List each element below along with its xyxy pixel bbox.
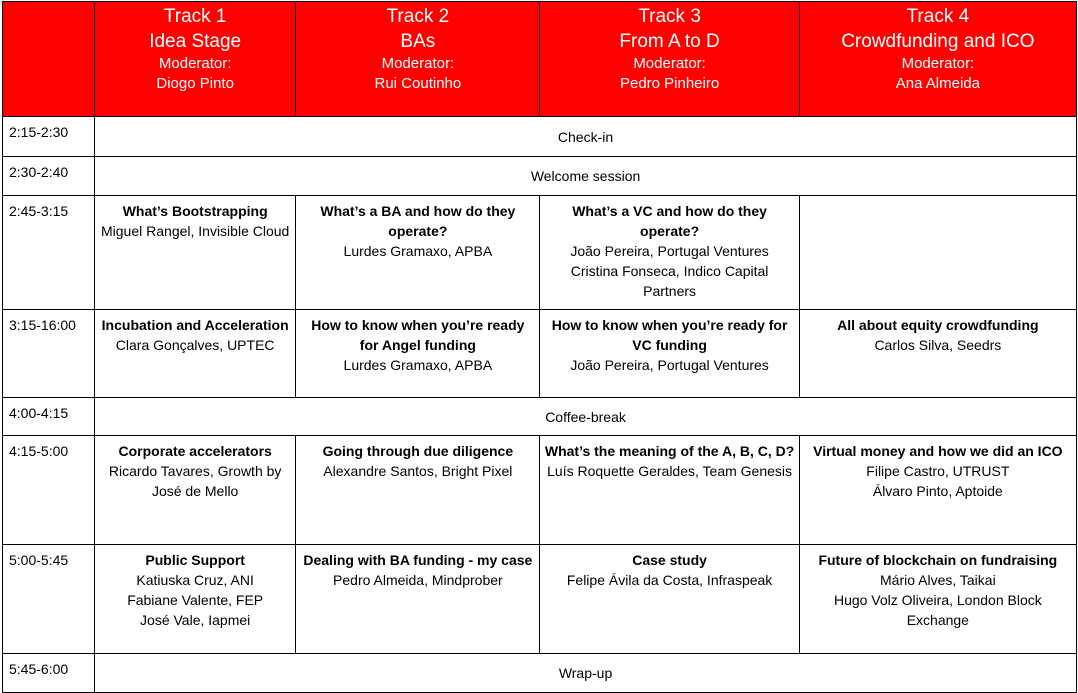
session-title: Virtual money and how we did an ICO	[813, 443, 1063, 459]
agenda-row-welcome	[3, 157, 1077, 196]
track-header-row	[3, 2, 1077, 117]
session-speaker: Pedro Almeida, Mindprober	[333, 572, 503, 588]
track-3-header	[540, 2, 799, 117]
plenary-session: Wrap-up	[95, 654, 1077, 693]
session-title: Going through due diligence	[322, 443, 514, 459]
track-label: Track 2	[386, 6, 450, 27]
moderator-name: Rui Coutinho	[374, 75, 462, 92]
agenda-row-session-2	[3, 310, 1077, 398]
session-cell-empty	[799, 196, 1076, 310]
session-speaker: Mário Alves, Taikai	[880, 572, 996, 588]
session-speaker: Alexandre Santos, Bright Pixel	[323, 463, 513, 479]
time-slot: 2:45-3:15	[3, 196, 95, 310]
time-slot: 5:45-6:00	[3, 654, 95, 693]
session-title: What’s the meaning of the A, B, C, D?	[544, 443, 795, 459]
session-cell	[799, 545, 1076, 654]
track-1-header	[95, 2, 296, 117]
session-speaker: Ricardo Tavares, Growth by José de Mello	[108, 463, 282, 499]
agenda-row-wrap-up	[3, 654, 1077, 693]
track-name: From A to D	[619, 31, 720, 52]
session-title: What’s Bootstrapping	[122, 203, 268, 219]
session-title: Future of blockchain on fundraising	[818, 552, 1058, 568]
session-cell	[540, 310, 799, 398]
session-title: Public Support	[145, 552, 245, 568]
track-label: Track 3	[638, 6, 701, 27]
session-cell	[95, 436, 296, 545]
session-speaker: Cristina Fonseca, Indico Capital Partners	[570, 263, 769, 299]
session-speaker: Luís Roquette Geraldes, Team Genesis	[547, 463, 793, 479]
track-name: BAs	[400, 31, 436, 52]
track-4-header	[799, 2, 1076, 117]
session-cell	[799, 310, 1076, 398]
session-title: Dealing with BA funding - my case	[303, 552, 533, 568]
agenda-row-session-1	[3, 196, 1077, 310]
session-title: What’s a VC and how do they operate?	[572, 203, 767, 239]
session-title: What’s a BA and how do they operate?	[320, 203, 516, 239]
session-title: All about equity crowdfunding	[837, 317, 1039, 333]
moderator-name: Ana Almeida	[895, 75, 980, 92]
session-speaker: Katiuska Cruz, ANI	[136, 572, 254, 588]
session-cell	[296, 196, 540, 310]
moderator-name: Diogo Pinto	[156, 75, 234, 92]
moderator-label: Moderator:	[381, 55, 455, 72]
session-cell	[296, 545, 540, 654]
plenary-session: Coffee-break	[95, 398, 1077, 436]
session-speaker: Filipe Castro, UTRUST	[866, 463, 1010, 479]
session-title: How to know when you’re ready for VC funding	[551, 317, 788, 353]
agenda-row-session-4	[3, 545, 1077, 654]
time-slot: 2:30-2:40	[3, 157, 95, 196]
session-speaker: Felipe Ávila da Costa, Infraspeak	[566, 572, 773, 588]
session-title: Corporate accelerators	[118, 443, 272, 459]
hatched-corner-cell	[3, 2, 95, 117]
session-cell	[95, 545, 296, 654]
session-speaker: João Pereira, Portugal Ventures	[570, 243, 769, 259]
time-slot: 5:00-5:45	[3, 545, 95, 654]
session-speaker: Clara Gonçalves, UPTEC	[115, 337, 275, 353]
agenda-table	[2, 1, 1077, 693]
moderator-label: Moderator:	[901, 55, 975, 72]
session-speaker: Hugo Volz Oliveira, London Block Exchange	[833, 592, 1042, 628]
session-speaker: Álvaro Pinto, Aptoide	[872, 483, 1003, 499]
track-name: Idea Stage	[149, 31, 242, 52]
agenda-row-checkin	[3, 117, 1077, 157]
session-speaker: Lurdes Gramaxo, APBA	[343, 243, 493, 259]
session-speaker: José Vale, Iapmei	[140, 612, 251, 628]
session-title: Case study	[632, 552, 707, 568]
session-title: How to know when you’re ready for Angel funding	[311, 317, 525, 353]
session-cell	[540, 196, 799, 310]
session-cell	[540, 545, 799, 654]
session-speaker: Carlos Silva, Seedrs	[874, 337, 1002, 353]
moderator-label: Moderator:	[633, 55, 706, 72]
agenda-row-session-3	[3, 436, 1077, 545]
track-name: Crowdfunding and ICO	[841, 31, 1035, 52]
session-speaker: Miguel Rangel, Invisible Cloud	[101, 223, 290, 239]
plenary-session: Check-in	[95, 117, 1077, 157]
session-cell	[95, 310, 296, 398]
session-speaker: Lurdes Gramaxo, APBA	[343, 357, 493, 373]
session-cell	[540, 436, 799, 545]
moderator-label: Moderator:	[158, 55, 232, 72]
time-slot: 4:15-5:00	[3, 436, 95, 545]
session-speaker: Fabiane Valente, FEP	[127, 592, 264, 608]
session-cell	[95, 196, 296, 310]
time-slot: 2:15-2:30	[3, 117, 95, 157]
track-label: Track 1	[163, 6, 227, 27]
session-cell	[799, 436, 1076, 545]
session-speaker: João Pereira, Portugal Ventures	[570, 357, 769, 373]
moderator-name: Pedro Pinheiro	[619, 75, 720, 92]
session-cell	[296, 436, 540, 545]
plenary-session: Welcome session	[95, 157, 1077, 196]
time-slot: 4:00-4:15	[3, 398, 95, 436]
agenda-row-coffee-break	[3, 398, 1077, 436]
session-cell	[296, 310, 540, 398]
track-label: Track 4	[906, 6, 970, 27]
track-2-header	[296, 2, 540, 117]
time-slot: 3:15-16:00	[3, 310, 95, 398]
session-title: Incubation and Acceleration	[101, 317, 289, 333]
